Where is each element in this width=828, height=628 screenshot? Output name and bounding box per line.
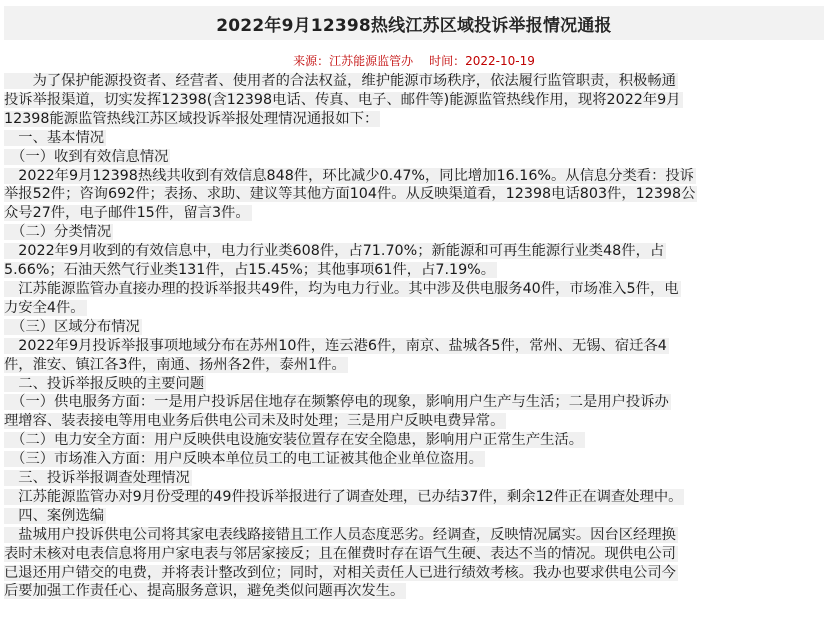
- subsection-heading: （二）分类情况: [4, 224, 112, 241]
- publish-time: 时间：2022-10-19: [429, 54, 535, 68]
- body-line: 众号27件，电子邮件15件，留言3件。: [4, 205, 250, 222]
- subsection-heading: （三）区域分布情况: [4, 318, 140, 335]
- body-line: 表时未核对电表信息将用户家电表与邻居家接反；且在催费时存在语气生硬、表达不当的情况。现供电公司: [4, 545, 676, 562]
- body-line: 投诉举报渠道，切实发挥12398(含12398电话、传真、电子、邮件等)能源监管热线作用，现将2022年9月: [4, 91, 681, 108]
- body-line: 力安全4件。: [4, 299, 85, 316]
- body-line: 理增容、装表接电等用电业务后供电公司未及时处理；三是用户反映电费异常。: [4, 413, 505, 430]
- section-heading: 二、投诉举报反映的主要问题: [4, 375, 205, 392]
- article-body: [4, 72, 824, 601]
- subsection-heading: （一）收到有效信息情况: [4, 148, 169, 165]
- body-line: 江苏能源监管办对9月份受理的49件投诉举报进行了调查处理，已办结37件，剩余12件正在调查处理中。: [4, 488, 683, 505]
- page-title: 2022年9月12398热线江苏区域投诉举报情况通报: [216, 15, 612, 36]
- body-line: 为了保护能源投资者、经营者、使用者的合法权益，维护能源市场秩序，依法履行监管职责，积极畅通: [4, 73, 676, 89]
- body-line: 盐城用户投诉供电公司将其家电表线路接错且工作人员态度恶劣。经调查，反映情况属实。因台区经理换: [4, 526, 676, 543]
- body-line: 5.66%；石油天然气行业类131件，占15.45%；其他事项61件，占7.19%。: [4, 262, 496, 279]
- body-line: 江苏能源监管办直接办理的投诉举报共49件，均为电力行业。其中涉及供电服务40件，市场准入5件，电: [4, 280, 679, 297]
- section-heading: 一、基本情况: [4, 129, 105, 146]
- section-heading: 三、投诉举报调查处理情况: [4, 470, 190, 487]
- body-line: 2022年9月12398热线共收到有效信息848件，环比减少0.47%，同比增加16.16%。从信息分类看：投诉: [4, 167, 694, 184]
- body-line: 件，淮安、镇江各3件，南通、扬州各2件，泰州1件。: [4, 356, 346, 373]
- body-line: 2022年9月收到的有效信息中，电力行业类608件，占71.70%；新能源和可再生能源行业类48件，占: [4, 243, 665, 260]
- body-line: （一）供电服务方面：一是用户投诉居住地存在频繁停电的现象，影响用户生产与生活；二是用户投诉办: [4, 394, 669, 411]
- body-line: （三）市场准入方面：用户反映本单位员工的电工证被其他企业单位盗用。: [4, 451, 483, 468]
- body-line: 已退还用户错交的电费，并将表计整改到位；同时，对相关责任人已进行绩效考核。我办也要求供电公司今: [4, 564, 676, 581]
- body-line: （二）电力安全方面：用户反映供电设施安装位置存在安全隐患，影响用户正常生产生活。: [4, 432, 584, 449]
- section-heading: 四、案例选编: [4, 507, 105, 524]
- body-line: 12398能源监管热线江苏区域投诉举报处理情况通报如下：: [4, 110, 379, 127]
- article-meta: [0, 52, 828, 69]
- body-line: 2022年9月投诉举报事项地域分布在苏州10件，连云港6件，南京、盐城各5件，常州、无锡、宿迁各4: [4, 337, 667, 354]
- body-line: 后要加强工作责任心、提高服务意识，避免类似问题再次发生。: [4, 583, 405, 600]
- body-line: 举报52件；咨询692件；表扬、求助、建议等其他方面104件。从反映渠道看，12398电话803件，12398公: [4, 186, 696, 203]
- source-label: 来源：江苏能源监管办: [293, 54, 414, 68]
- title-bar: [4, 6, 824, 40]
